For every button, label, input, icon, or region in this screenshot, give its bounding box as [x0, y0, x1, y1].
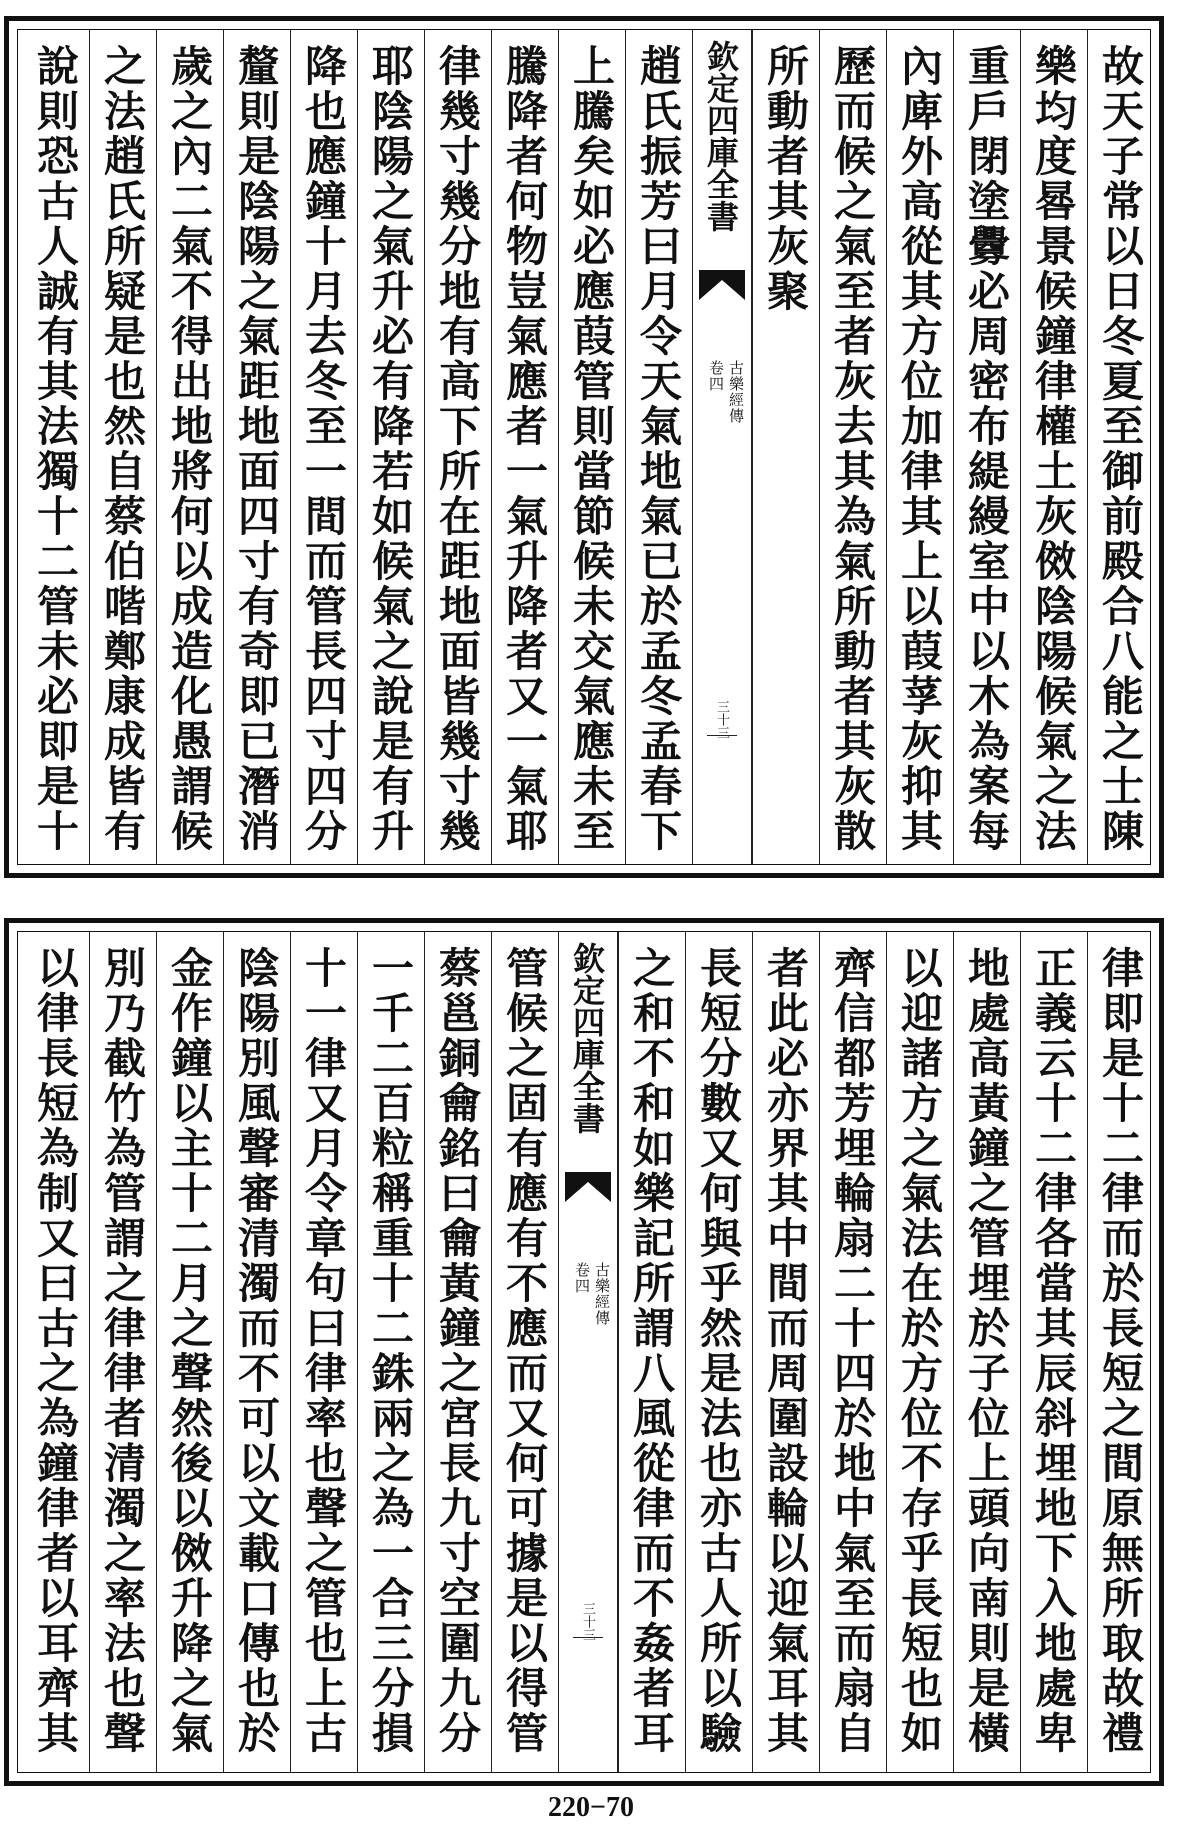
text-column-right [953, 932, 1020, 1772]
text-column-right [752, 30, 819, 864]
fish-tail-mark-icon [565, 1172, 611, 1202]
column-text: 釐則是陰陽之氣距地面四寸有奇即已潛消 [232, 44, 281, 854]
text-column-left [357, 932, 424, 1772]
text-column-right [886, 30, 953, 864]
top-page-columns [18, 30, 1150, 864]
column-text: 之和不和如樂記所謂八風從律而不姦者耳 [627, 946, 676, 1756]
text-column-left [156, 932, 223, 1772]
text-column-left [22, 30, 89, 864]
text-column-right [618, 932, 685, 1772]
column-text: 上騰矣如必應葭管則當節候未交氣應未至 [567, 44, 616, 854]
column-text: 地處高黃鐘之管埋於子位上頭向南則是橫 [962, 946, 1011, 1756]
bottom-page-frame [17, 931, 1151, 1773]
text-column-right [1020, 932, 1087, 1772]
column-text: 金作鐘以主十二月之聲然後以傚升降之氣 [165, 946, 214, 1756]
text-column-left [491, 932, 558, 1772]
text-column-left [22, 932, 89, 1772]
column-text: 歷而候之氣至者灰去其為氣所動者其灰散 [828, 44, 877, 854]
column-text: 內庳外高從其方位加律其上以葭莩灰抑其 [895, 44, 944, 854]
text-column-left [424, 932, 491, 1772]
text-column-left [290, 30, 357, 864]
text-column-left [223, 30, 290, 864]
center-rule [707, 735, 737, 736]
text-column-left [223, 932, 290, 1772]
column-text: 齊信都芳埋輪扇二十四於地中氣至而扇自 [828, 946, 877, 1756]
column-text: 一千二百粒稱重十二銖兩之為一合三分損 [366, 946, 415, 1756]
text-column-right [1087, 30, 1154, 864]
column-text: 管候之固有應有不應而又何可據是以得管 [500, 946, 549, 1756]
top-page-frame [17, 29, 1151, 865]
text-column-left [491, 30, 558, 864]
column-text: 之法趙氏所疑是也然自蔡伯喈鄭康成皆有 [98, 44, 147, 854]
text-column-left [357, 30, 424, 864]
center-page-number: 三十三 [714, 700, 729, 739]
column-text: 律幾寸幾分地有高下所在距地面皆幾寸幾 [433, 44, 482, 854]
text-column-right [752, 932, 819, 1772]
center-book-title: 欽定四庫全書 [568, 942, 606, 1134]
column-text: 別乃截竹為管謂之律律者清濁之率法也聲 [98, 946, 147, 1756]
column-text: 說則恐古人誠有其法獨十二管未必即是十 [31, 44, 80, 854]
text-column-left [290, 932, 357, 1772]
column-text: 騰降者何物豈氣應者一氣升降者又一氣耶 [500, 44, 549, 854]
center-fold-column [558, 932, 618, 1772]
column-text: 正義云十二律各當其辰斜埋地下入地處卑 [1029, 946, 1078, 1756]
column-text: 律即是十二律而於長短之間原無所取故禮 [1096, 946, 1145, 1756]
text-column-right [819, 30, 886, 864]
text-column-right [886, 932, 953, 1772]
column-text: 十一律又月令章句曰律率也聲之管也上古 [299, 946, 348, 1756]
text-column-left [89, 932, 156, 1772]
column-text: 歲之內二氣不得出地將何以成造化愚謂候 [165, 44, 214, 854]
column-text: 以迎諸方之氣法在於方位不存乎長短也如 [895, 946, 944, 1756]
column-text: 故天子常以日冬夏至御前殿合八能之士陳 [1096, 44, 1145, 854]
column-text: 降也應鐘十月去冬至一間而管長四寸四分 [299, 44, 348, 854]
center-subtitle [559, 1262, 617, 1382]
text-column-left [156, 30, 223, 864]
text-column-right [953, 30, 1020, 864]
bottom-page-columns [18, 932, 1150, 1772]
column-text: 重戶閉塗釁必周密布緹縵室中以木為案每 [962, 44, 1011, 854]
text-column-left [89, 30, 156, 864]
column-text: 陰陽別風聲審清濁而不可以文載口傳也於 [232, 946, 281, 1756]
bottom-page [4, 918, 1164, 1786]
text-column-left [558, 30, 625, 864]
center-fold-column [692, 30, 752, 864]
column-text: 耶陰陽之氣升必有降若如候氣之說是有升 [366, 44, 415, 854]
column-text: 以律長短為制又曰古之為鐘律者以耳齊其 [31, 946, 80, 1756]
text-column-right [819, 932, 886, 1772]
center-subtitle [693, 360, 751, 480]
text-column-left [625, 30, 692, 864]
top-page [4, 16, 1164, 878]
center-rule [573, 1637, 603, 1638]
text-column-right [685, 932, 752, 1772]
fish-tail-mark-icon [699, 270, 745, 300]
column-text: 所動者其灰聚 [761, 44, 810, 314]
column-text: 長短分數又何與乎然是法也亦古人所以驗 [694, 946, 743, 1756]
center-page-number: 三十三 [580, 1602, 595, 1641]
column-text: 蔡邕銅龠銘曰龠黃鐘之宮長九寸空圍九分 [433, 946, 482, 1756]
center-volume: 卷四 [707, 360, 725, 392]
column-text: 樂均度晷景候鐘律權土灰傚陰陽候氣之法 [1029, 44, 1078, 854]
text-column-right [1087, 932, 1154, 1772]
center-book-name: 古樂經傳 [593, 1262, 611, 1326]
text-column-right [1020, 30, 1087, 864]
column-text: 趙氏振芳曰月令天氣地氣已於孟冬孟春下 [634, 44, 683, 854]
text-column-left [424, 30, 491, 864]
column-text: 者此必亦界其中間而周圍設輪以迎氣耳其 [761, 946, 810, 1756]
center-book-name: 古樂經傳 [727, 360, 745, 424]
page-footer-number: 220−70 [548, 1792, 634, 1823]
center-volume: 卷四 [573, 1262, 591, 1294]
center-book-title: 欽定四庫全書 [702, 40, 740, 232]
